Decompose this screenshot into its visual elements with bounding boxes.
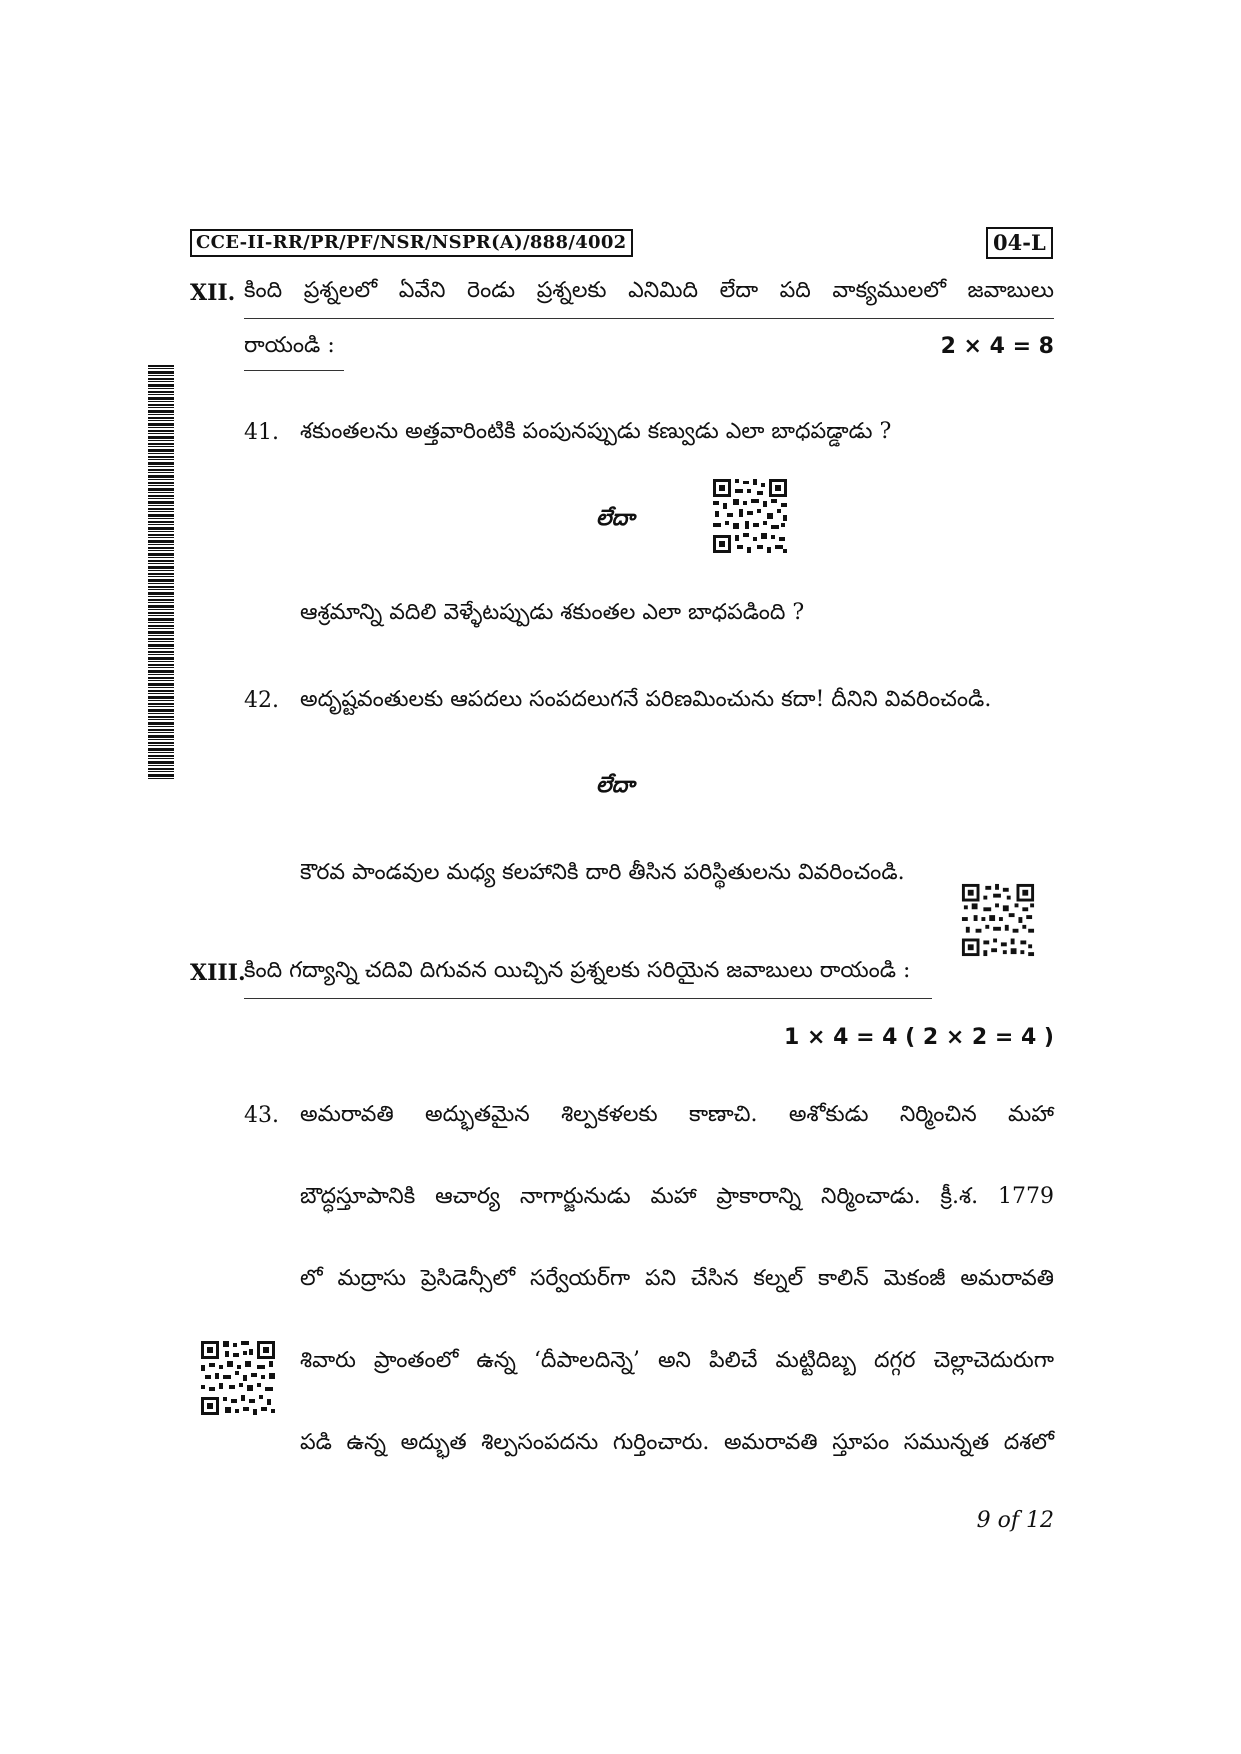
q41-number: 41. [244, 420, 279, 445]
section-xiii-number: XIII. [190, 960, 246, 986]
q41-alt-text: ఆశ్రమాన్ని వదిలి వెళ్ళేటప్పుడు శకుంతల ఎలా బాధపడింది ? [300, 600, 805, 625]
section-xii-instruction: కింది ప్రశ్నలలో ఏవేని రెండు ప్రశ్నలకు ఎనిమిది లేదా పది వాక్యములలో జవాబులు [244, 278, 1054, 303]
page-number: 9 of 12 [976, 1508, 1054, 1533]
q43-line: బౌద్ధస్తూపానికి ఆచార్య నాగార్జునుడు మహా ప్రాకారాన్ని నిర్మించాడు. క్రీ.శ. 1779 [300, 1184, 1054, 1209]
qr-code-icon [960, 882, 1036, 958]
q42-or: లేదా [596, 772, 635, 798]
q42-text: అదృష్టవంతులకు ఆపదలు సంపదలుగనే పరిణమించును కదా! దీనిని వివరించండి. [300, 687, 992, 712]
section-xii-underline-2 [244, 370, 344, 371]
q43-line: శివారు ప్రాంతంలో ఉన్న ‘దీపాలదిన్నె’ అని పిలిచే మట్టిదిబ్బ దగ్గర చెల్లాచెదురుగా [300, 1348, 1054, 1373]
q43-number: 43. [244, 1103, 279, 1128]
q41-text: శకుంతలను అత్తవారింటికి పంపునప్పుడు కణ్వుడు ఎలా బాధపడ్డాడు ? [300, 419, 892, 444]
section-xiii-underline [244, 998, 932, 999]
qr-code-icon [711, 477, 789, 555]
subject-code: 04-L [986, 227, 1053, 259]
q43-line: లో మద్రాసు ప్రెసిడెన్సీలో సర్వేయర్‌గా పని చేసిన కల్నల్ కాలిన్ మెకంజీ అమరావతి [300, 1266, 1054, 1291]
barcode [148, 365, 174, 780]
qr-code-icon [199, 1339, 277, 1417]
section-xii-underline [244, 318, 1054, 319]
section-xiii-instruction: కింది గద్యాన్ని చదివి దిగువన యిచ్చిన ప్రశ్నలకు సరియైన జవాబులు రాయండి : [244, 958, 911, 983]
section-xiii-marks: 1 × 4 = 4 ( 2 × 2 = 4 ) [784, 1025, 1054, 1050]
q41-or: లేదా [596, 505, 635, 531]
q43-line: పడి ఉన్న అద్భుత శిల్పసంపదను గుర్తించారు. అమరావతి స్తూపం సమున్నత దశలో [300, 1430, 1054, 1455]
paper-code: CCE-II-RR/PR/PF/NSR/NSPR(A)/888/4002 [190, 229, 633, 257]
section-xii-number: XII. [190, 280, 236, 306]
q42-number: 42. [244, 688, 279, 713]
q42-alt-text: కౌరవ పాండవుల మధ్య కలహానికి దారి తీసిన పరిస్థితులను వివరించండి. [300, 860, 905, 885]
section-xii-instruction-2: రాయండి : [244, 333, 335, 358]
q43-line: అమరావతి అద్భుతమైన శిల్పకళలకు కాణాచి. అశోకుడు నిర్మించిన మహా [300, 1102, 1054, 1127]
section-xii-marks: 2 × 4 = 8 [940, 334, 1054, 359]
